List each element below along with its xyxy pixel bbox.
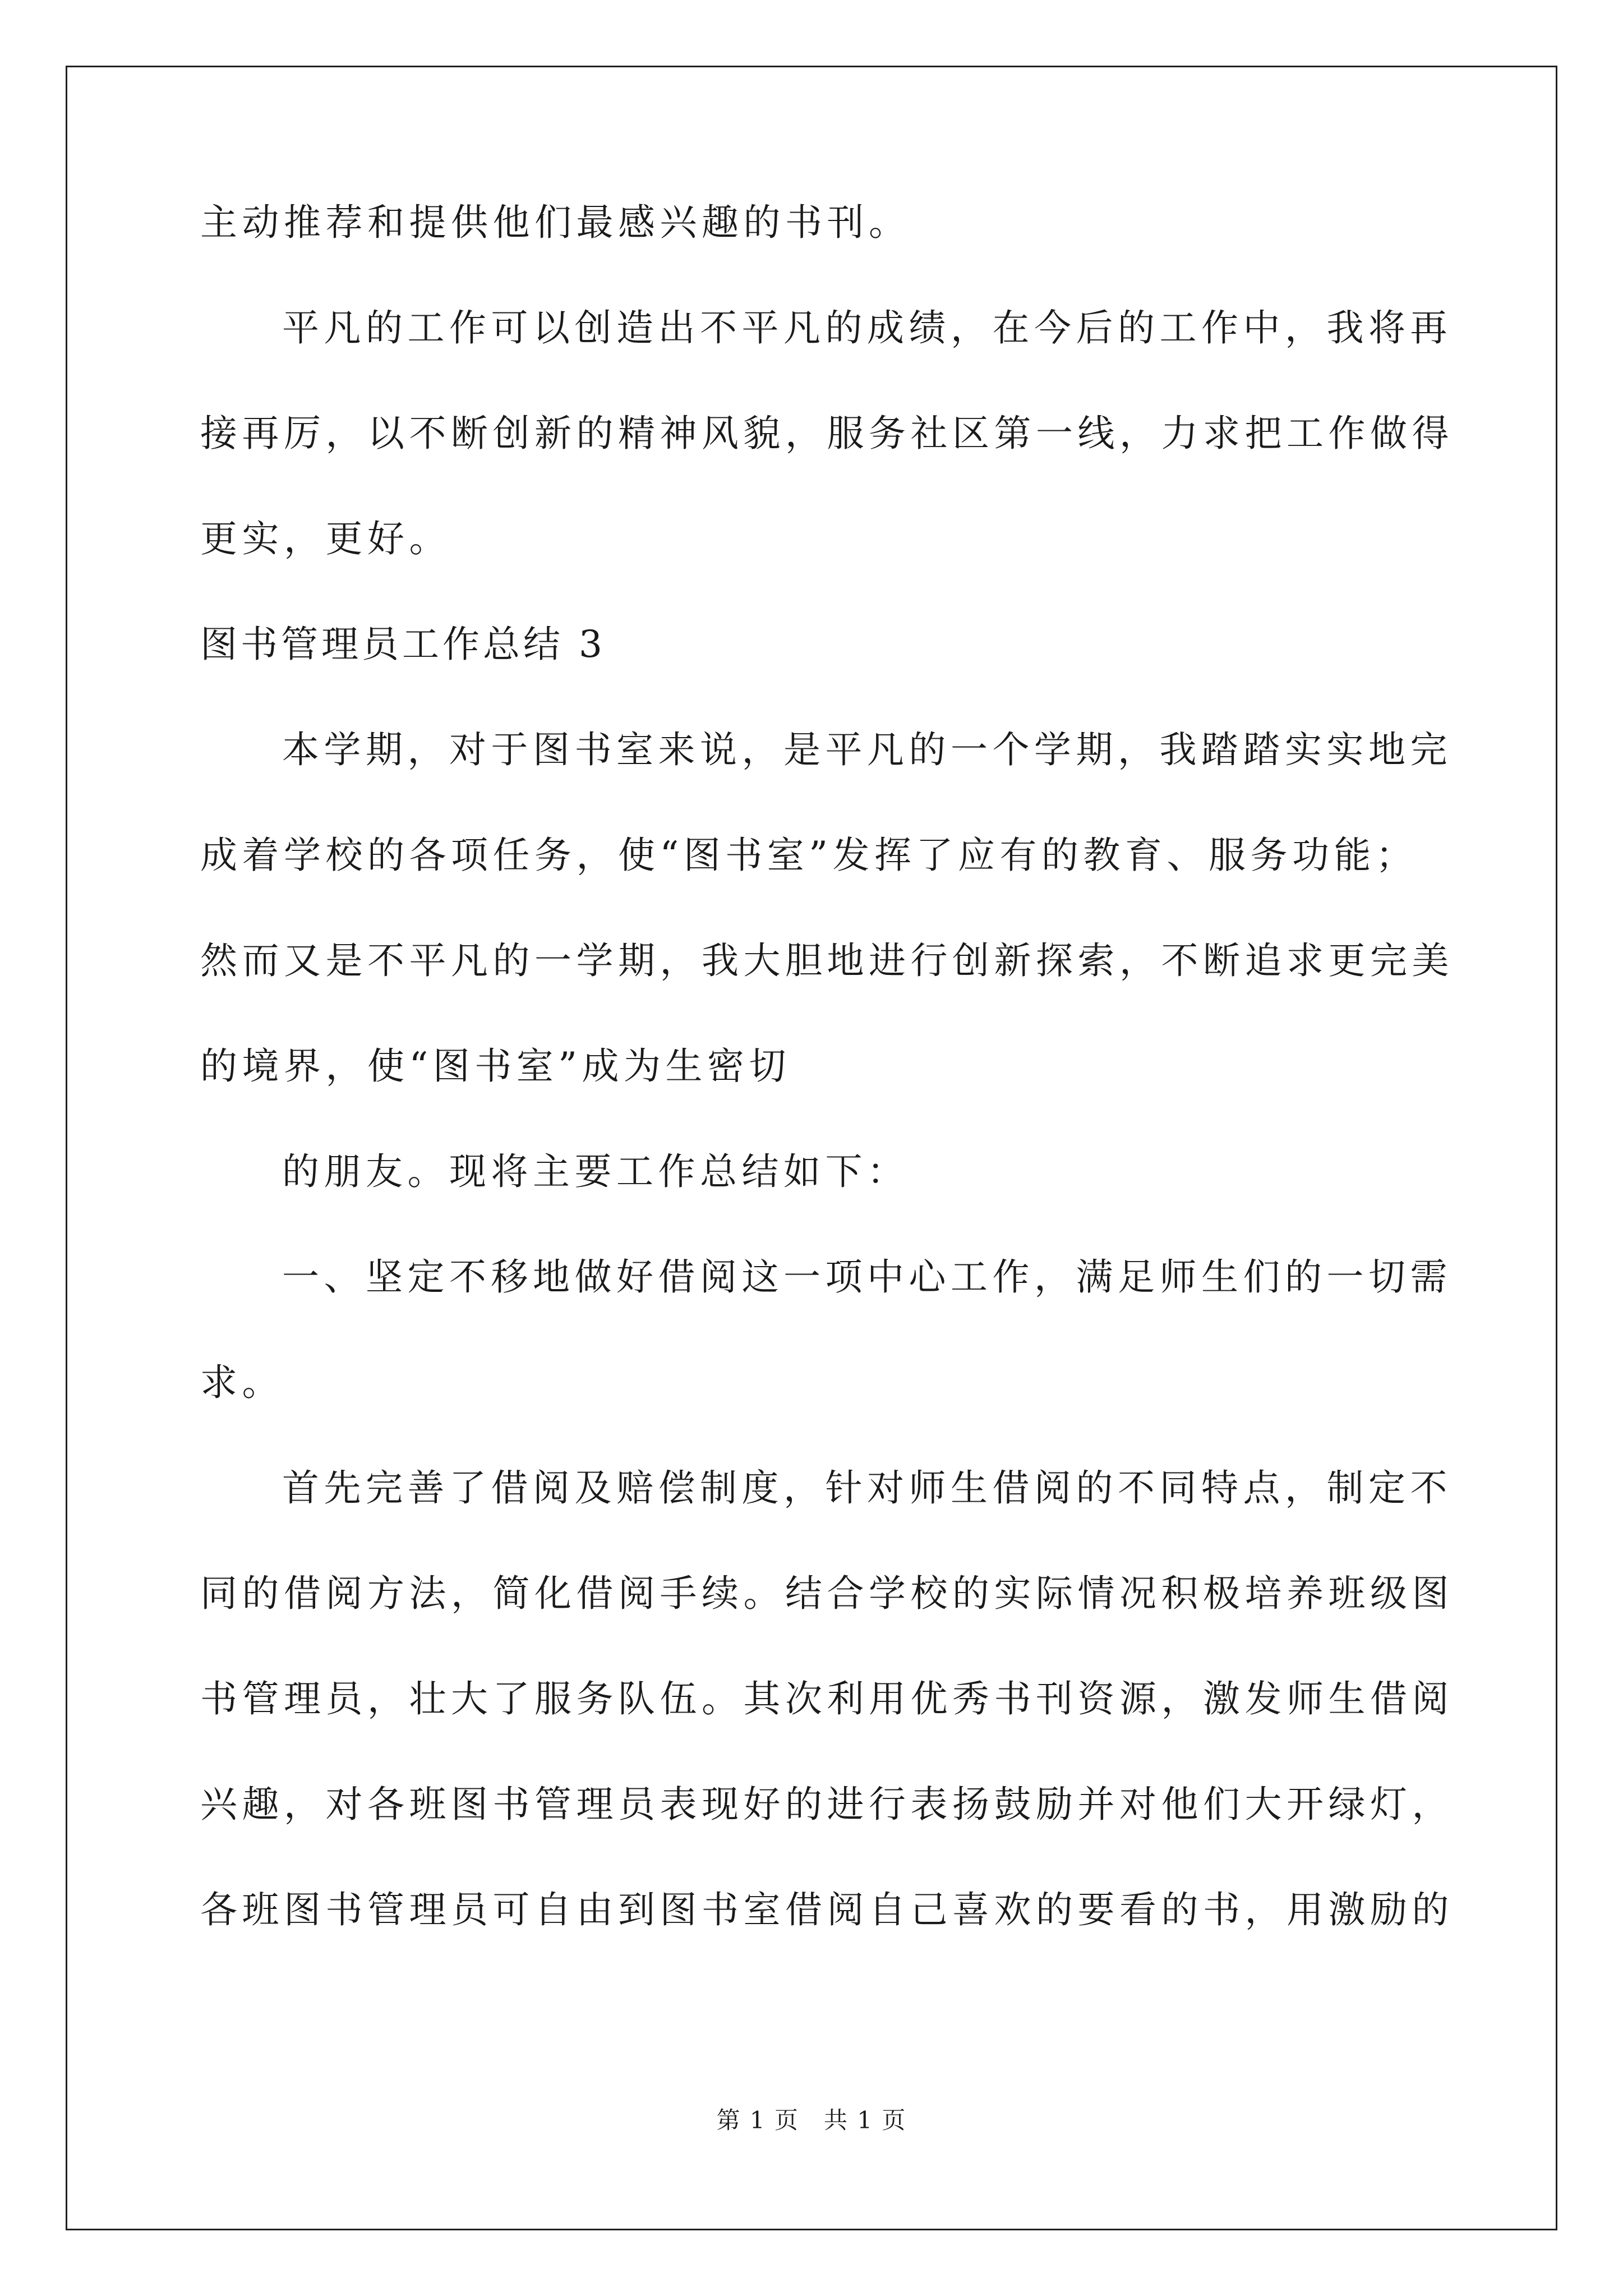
paragraph-start: 一、坚定不移地做好借阅这一项中心工作，满足师生们的一切需 xyxy=(282,1255,1452,1299)
text-line: 同的借阅方法，简化借阅手续。结合学校的实际情况积极培养班级图 xyxy=(200,1572,1454,1615)
text-line: 然而又是不平凡的一学期，我大胆地进行创新探索，不断追求更完美 xyxy=(200,939,1454,982)
text-line: 接再厉，以不断创新的精神风貌，服务社区第一线，力求把工作做得 xyxy=(200,412,1454,455)
paragraph-start: 平凡的工作可以创造出不平凡的成绩，在今后的工作中，我将再 xyxy=(282,306,1452,349)
text-line: 成着学校的各项任务，使“图书室”发挥了应有的教育、服务功能； xyxy=(200,834,1418,877)
text-line: 求。 xyxy=(200,1361,284,1404)
text-line: 书管理员，壮大了服务队伍。其次利用优秀书刊资源，激发师生借阅 xyxy=(200,1677,1454,1720)
page-footer: 第 1 页 共 1 页 xyxy=(716,2106,907,2134)
paragraph-start: 的朋友。现将主要工作总结如下： xyxy=(282,1150,909,1193)
text-line: 的境界，使“图书室”成为生密切 xyxy=(200,1045,791,1088)
text-line: 兴趣，对各班图书管理员表现好的进行表扬鼓励并对他们大开绿灯， xyxy=(200,1783,1454,1826)
paragraph-start: 本学期，对于图书室来说，是平凡的一个学期，我踏踏实实地完 xyxy=(282,728,1452,771)
text-line: 各班图书管理员可自由到图书室借阅自己喜欢的要看的书，用激励的 xyxy=(200,1888,1454,1931)
paragraph-start: 首先完善了借阅及赔偿制度，针对师生借阅的不同特点，制定不 xyxy=(282,1466,1452,1510)
text-line: 更实，更好。 xyxy=(200,517,451,560)
text-line: 主动推荐和提供他们最感兴趣的书刊。 xyxy=(200,201,911,244)
section-heading: 图书管理员工作总结 3 xyxy=(200,623,606,666)
